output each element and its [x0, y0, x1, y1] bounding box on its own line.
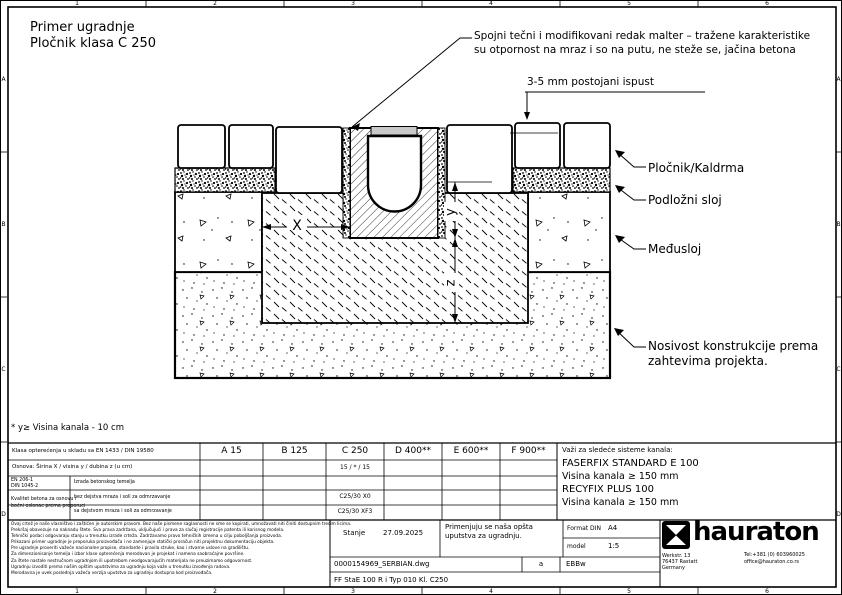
gap-note: 3-5 mm postojani ispust [527, 76, 654, 88]
mortar-joint-right [438, 128, 445, 238]
class-c250: C 250 [341, 446, 369, 456]
label-bedding: Podložni sloj [648, 193, 722, 207]
ruler-col-6: 6 [765, 0, 769, 7]
disclaimer-line: Prekršaj obavezuje na naknadu štete. Sva prava zadržana, uključujući i prava za slučaj registracije patenta ili korisnog modela. [11, 528, 285, 534]
standard-note-line1: Kvalitet betona za osnovu i [11, 497, 77, 502]
standard-line2: DIN 1045-2 [11, 484, 39, 489]
disclaimer-line: Prikazani primer ugradnje je preporuka proizvođača i ne zamenjuje statički proračun niti projektnu dokumentaciju objekta. [11, 540, 275, 546]
dim-y-label: y [443, 208, 459, 216]
class-a15: A 15 [221, 446, 242, 456]
standard-line1: EN 206-1 [11, 478, 34, 483]
foundation-label: Osnova: Širina X / visina y / dubina z (u cm) [12, 464, 133, 470]
drawing-code: EBBw [566, 560, 586, 568]
status-label: Stanje [343, 529, 366, 537]
standard-note-line2: bočni oslonac prema preporuci [11, 504, 86, 509]
ruler-col-2-bottom: 2 [213, 588, 217, 595]
revision: a [538, 560, 544, 568]
mortar-note-line2: su otpornost na mraz i so na putu, ne steže se, jačina betona [474, 44, 796, 56]
label-pavement: Pločnik/Kaldrma [648, 161, 745, 175]
instruction-line2: uputstva za ugradnju. [445, 532, 522, 540]
ruler-col-1: 1 [75, 0, 79, 7]
frost-label: sa dejstvom mraza i soli za odmrzavanje [74, 509, 172, 514]
load-class-label: Klasa opterećenja u skladu sa EN 1433 / DIN 19580 [12, 448, 154, 454]
channel-body [368, 136, 421, 212]
concrete-row-label: Izrada betonskog temelja [74, 480, 135, 485]
address-line3: Germany [662, 565, 685, 571]
disclaimer-line: Pre ugradnje proveriti važeće nacionalne propise, standarde i pravila struke, kao i stvarne uslove na gradilištu. [11, 546, 250, 552]
dim-z-label: z [443, 279, 459, 287]
disclaimer-line: Merodavna je uvek poslednja važeća verzija uputstva za ugradnju dostupna kod proizvođača. [11, 570, 213, 576]
bedding-layer-right [513, 168, 610, 192]
class-f900: F 900** [511, 446, 546, 456]
status-date: 27.09.2025 [383, 529, 424, 537]
ruler-row-c: C [1, 366, 6, 373]
systems-heading: Važi za sledeće sisteme kanala: [562, 446, 673, 454]
page-title-line2: Pločnik klasa C 250 [30, 36, 157, 51]
format-label: Format DIN [567, 525, 601, 532]
no-frost-label: bez dejstva mraza i soli za odmrzavanje [74, 495, 171, 500]
page-title-line1: Primer ugradnje [30, 20, 135, 35]
intermediate-layer-left [175, 192, 262, 272]
scale-value: 1:5 [608, 542, 620, 550]
class-e600: E 600** [453, 446, 489, 456]
footnote: * y≥ Visina kanala - 10 cm [11, 423, 124, 433]
brand-wordmark: hauraton [693, 517, 819, 547]
disclaimer-line: Ugradnju izvoditi prema našim opštim uputstvima za ugradnju koja važe u trenutku izvođenja radova. [11, 564, 231, 570]
system-1-name: FASERFIX STANDARD E 100 [562, 458, 699, 469]
ruler-row-c-right: C [836, 366, 841, 373]
ruler-col-3: 3 [351, 0, 355, 7]
intermediate-layer-right [528, 192, 610, 272]
ruler-row-b: B [1, 221, 6, 228]
disclaimer-line: Za štete nastale nestručnom ugradnjom ili upotrebom neodgovarajućih materijala ne preuzimamo odgovornost. [11, 558, 253, 564]
cross-section [175, 38, 705, 378]
disclaimer-line: Tehnički podaci odgovaraju stanju u trenutku izrade crteža. Zadržavamo pravo tehničkih izmena u cilju poboljšanja proizvoda. [11, 534, 283, 540]
ruler-row-b-right: B [836, 221, 841, 228]
c250-concrete-no-frost: C25/30 X0 [339, 493, 371, 500]
ruler-col-1-bottom: 1 [75, 588, 79, 595]
type-designation: FF StaE 100 R i Typ 010 Kl. C250 [334, 576, 449, 584]
ruler-row-d: D [1, 511, 6, 518]
ruler-col-4-bottom: 4 [489, 588, 493, 595]
bedding-layer-left [175, 168, 275, 192]
ruler-col-2: 2 [213, 0, 217, 7]
grating [371, 127, 417, 136]
email: office@hauraton.co.rs [744, 558, 799, 565]
label-bearing-line1: Nosivost konstrukcije prema [648, 339, 819, 353]
mortar-joint-left [343, 128, 350, 238]
hauraton-logo-icon [662, 521, 690, 549]
class-d400: D 400** [395, 446, 431, 456]
address-line1: Werkstr. 13 [662, 553, 691, 559]
system-2-spec: Visina kanala ≥ 150 mm [562, 497, 679, 508]
phone: Tel:+381 (0) 603960025 [744, 552, 805, 558]
ruler-col-5-bottom: 5 [627, 588, 631, 595]
mortar-note-line1: Spojni tečni i modifikovani redak malter – tražene karakteristike [474, 30, 811, 42]
instruction-line1: Primenjuju se naša opšta [445, 523, 533, 531]
format-value: A4 [608, 524, 618, 532]
system-1-spec: Visina kanala ≥ 150 mm [562, 471, 679, 482]
ruler-row-a-right: A [836, 76, 841, 83]
ruler-col-5: 5 [627, 0, 631, 7]
filename: 0000154969_SERBIAN.dwg [334, 560, 430, 568]
ruler-col-4: 4 [489, 0, 493, 7]
ruler-row-a: A [1, 76, 6, 83]
address-line2: 76437 Rastatt [662, 558, 698, 565]
system-2-name: RECYFIX PLUS 100 [562, 484, 654, 495]
class-b125: B 125 [281, 446, 308, 456]
disclaimer-line: Ovaj crtež je naše vlasništvo i zaštićen je autorskim pravom. Bez naše pismene saglasnosti ne sme se kopirati, umnožavati niti činiti dostupnim trećim licima. [11, 522, 352, 527]
c250-concrete-frost: C25/30 XF3 [337, 508, 373, 515]
dim-x-label: X [292, 218, 302, 234]
label-intermediate: Međusloj [648, 242, 702, 256]
ruler-col-6-bottom: 6 [765, 588, 769, 595]
ruler-col-3-bottom: 3 [351, 588, 355, 595]
c250-dims: 15 / * / 15 [340, 464, 370, 471]
disclaimer-line: Za dimenzionisanje temelja i izbor klase opterećenja merodavan je projekat i namena saobraćajne površine. [11, 552, 245, 558]
scale-label: model [567, 543, 586, 550]
ruler-row-d-right: D [836, 511, 841, 518]
label-bearing-line2: zahtevima projekta. [648, 354, 768, 368]
disclaimer-block [11, 522, 352, 577]
